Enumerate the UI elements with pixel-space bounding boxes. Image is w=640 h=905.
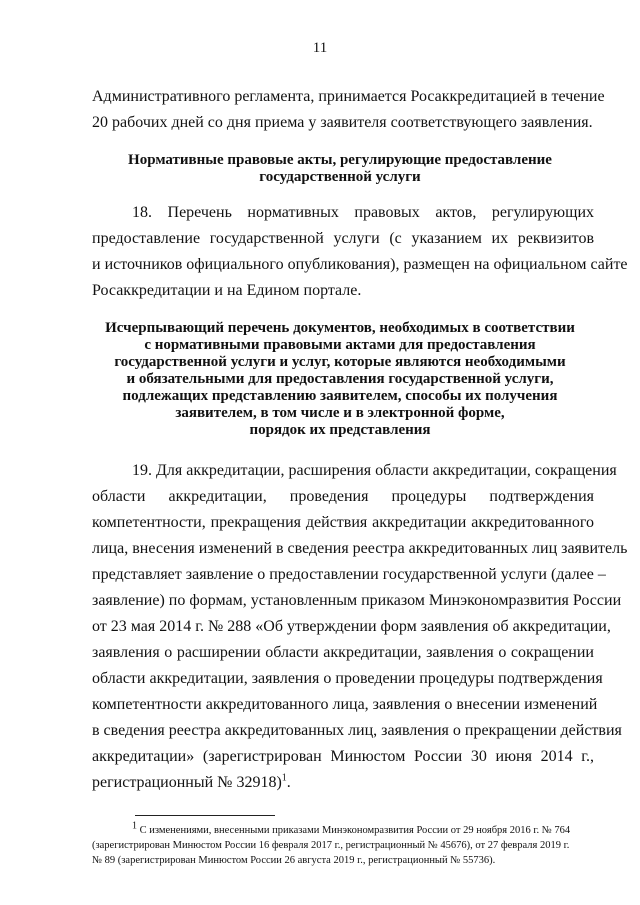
para18-line-2: предоставление государственной услуги (с указанием их реквизитов [92,230,594,247]
para18-line-4: Росаккредитации и на Едином портале. [92,282,362,299]
heading-line: заявителем, в том числе и в электронной форме, [175,405,505,421]
para19-line-1: 19. Для аккредитации, расширения области аккредитации, сокращения [132,462,617,479]
para19-line-13-text: регистрационный № 32918) [92,774,282,791]
para18-line-3: и источников официального опубликования), размещен на официальном сайте [92,256,628,273]
heading-line: государственной услуги [259,169,421,185]
heading-line: Нормативные правовые акты, регулирующие предоставление [128,152,552,168]
para19-line-13: регистрационный № 32918)$^1$. [92,772,291,791]
para19-line-12: аккредитации» (зарегистрирован Минюстом России 30 июня 2014 г., [92,748,594,765]
heading-line: Исчерпывающий перечень документов, необходимых в соответствии [105,320,575,336]
heading-line: государственной услуги и услуг, которые являются необходимыми [114,354,566,370]
intro-line-2: 20 рабочих дней со дня приема у заявителя соответствующего заявления. [92,114,593,131]
section-heading-documents [80,320,600,439]
heading-line: и обязательными для предоставления государственной услуги, [126,371,554,387]
para18-line-1: 18. Перечень нормативных правовых актов, регулирующих [132,204,594,221]
footnote-line-1 [132,820,594,837]
para19-line-8: заявления о расширении области аккредитации, заявления о сокращении [92,644,594,661]
para19-line-3: компетентности, прекращения действия аккредитации аккредитованного [92,514,594,531]
para19-line-5: представляет заявление о предоставлении государственной услуги (далее – [92,566,606,583]
para19-line-9: области аккредитации, заявления о проведении процедуры подтверждения [92,670,603,687]
heading-line: подлежащих представлению заявителем, способы их получения [122,388,558,404]
para19-line-4: лица, внесения изменений в сведения реестра аккредитованных лиц заявитель [92,540,628,557]
footnote-line-1-text: С изменениями, внесенными приказами Минэкономразвития России от 29 ноября 2016 г. № 764 [139,825,571,836]
section-heading-legal-acts [80,152,600,186]
para19-line-2: области аккредитации, проведения процедуры подтверждения [92,488,594,505]
footnote-divider [135,815,275,816]
para19-line-10: компетентности аккредитованного лица, заявления о внесении изменений [92,696,598,713]
footnote-marker: 1 [132,820,137,832]
para19-line-6: заявление) по формам, установленным приказом Минэкономразвития России [92,592,622,609]
footnote-line-2: (зарегистрирован Минюстом России 16 февраля 2017 г., регистрационный № 45676), от 27 февраля 2019 г. [92,840,570,851]
intro-line-1: Административного регламента, принимается Росаккредитацией в течение [92,88,605,105]
heading-line: порядок их представления [249,422,431,438]
footnote-line-3: № 89 (зарегистрирован Минюстом России 26 августа 2019 г., регистрационный № 55736). [92,855,496,866]
para19-line-11: в сведения реестра аккредитованных лиц, заявления о прекращении действия [92,722,622,739]
footnote-reference: 1 [281,772,287,784]
heading-line: с нормативными правовыми актами для предоставления [144,337,536,353]
para19-line-7: от 23 мая 2014 г. № 288 «Об утверждении форм заявления об аккредитации, [92,618,611,635]
page-number: 11 [312,40,328,56]
